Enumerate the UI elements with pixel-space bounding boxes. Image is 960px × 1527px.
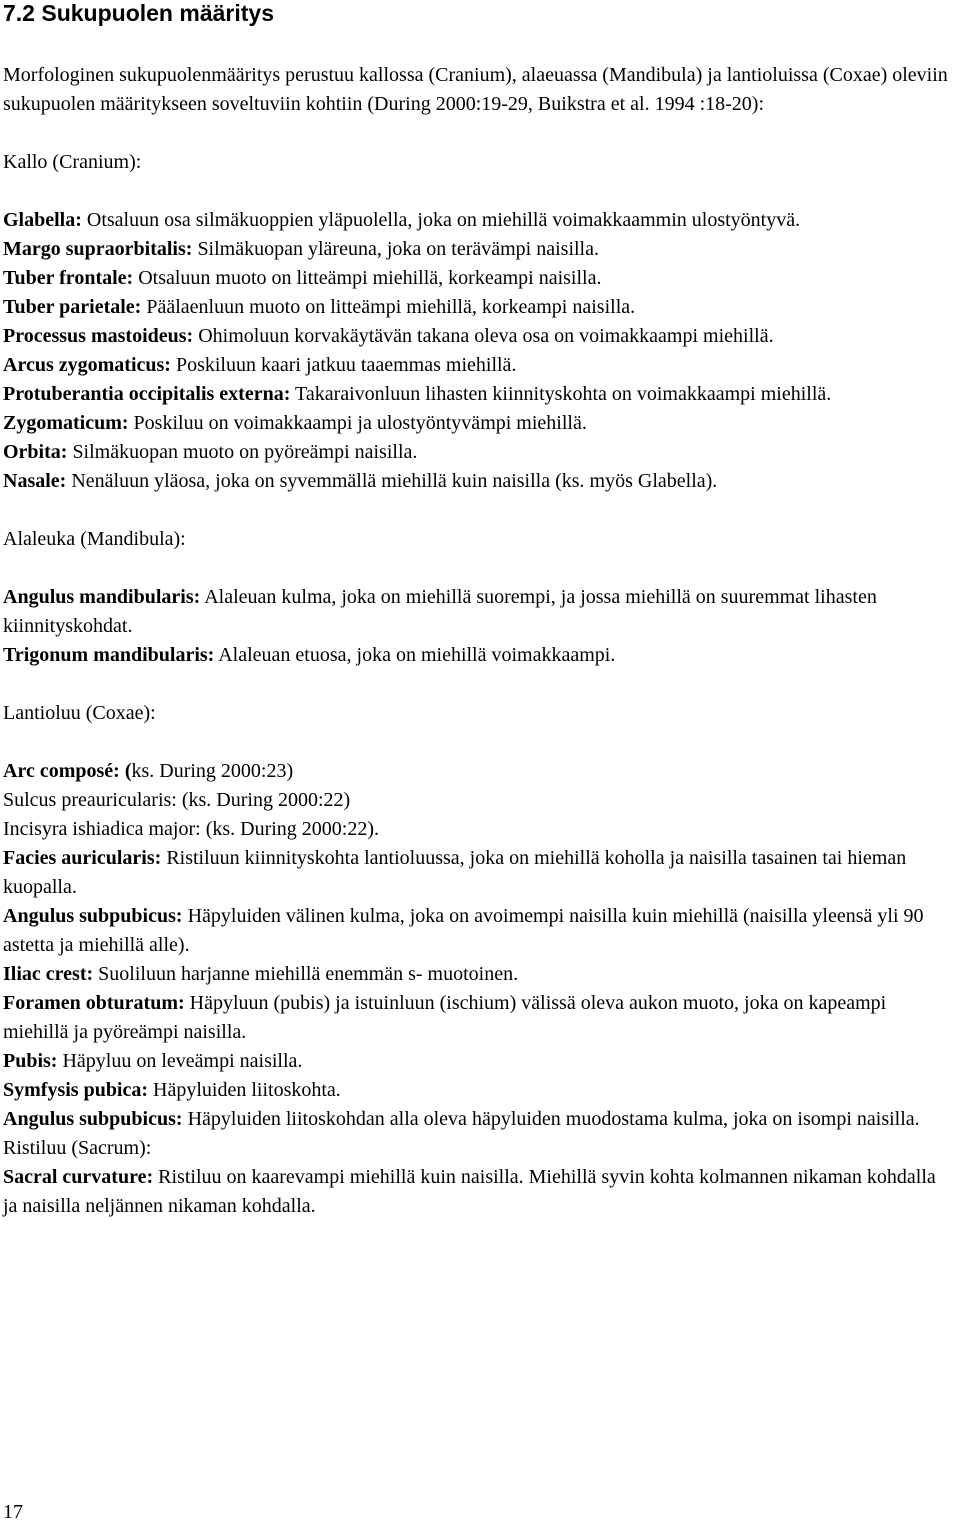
- entry: [3, 757, 953, 786]
- entry-term: Glabella:: [3, 209, 82, 231]
- entry: [3, 1134, 953, 1163]
- entry: [3, 380, 953, 409]
- spacer: [3, 554, 953, 583]
- section-title: 7.2 Sukupuolen määritys: [3, 0, 274, 26]
- entry: [3, 844, 953, 902]
- entry-text: Sulcus preauricularis: (ks. During 2000:22): [3, 789, 351, 811]
- spacer: [3, 27, 953, 61]
- entry-term: Angulus subpubicus:: [3, 1108, 183, 1130]
- entry-text: Suoliluun harjanne miehillä enemmän s- muotoinen.: [93, 963, 519, 985]
- mandibula-entries: [3, 583, 953, 670]
- entry-text: ks. During 2000:23): [131, 760, 294, 782]
- entry-text: Häpyluun (pubis) ja istuinluun (ischium) välissä oleva aukon muoto, joka on kapeampi miehillä ja pyöreämpi naisilla.: [3, 992, 887, 1043]
- entry-text: Takaraivonluun lihasten kiinnityskohta on voimakkaampi miehillä.: [290, 383, 832, 405]
- group-heading-cranium: Kallo (Cranium):: [3, 151, 142, 173]
- entry: [3, 815, 953, 844]
- coxae-entries: [3, 757, 953, 1221]
- entry-term: Iliac crest:: [3, 963, 94, 985]
- entry-term: Foramen obturatum:: [3, 992, 185, 1014]
- spacer: [3, 496, 953, 525]
- entry-term: Nasale:: [3, 470, 67, 492]
- spacer: [3, 119, 953, 148]
- entry-term: Protuberantia occipitalis externa:: [3, 383, 291, 405]
- entry: [3, 235, 953, 264]
- entry-term: Sacral curvature:: [3, 1166, 154, 1188]
- document-page: [3, 0, 953, 1221]
- entry: [3, 409, 953, 438]
- entry: [3, 1163, 953, 1221]
- spacer: [3, 728, 953, 757]
- entry-text: Päälaenluun muoto on litteämpi miehillä, korkeampi naisilla.: [141, 296, 636, 318]
- intro-paragraph: Morfologinen sukupuolenmääritys perustuu kallossa (Cranium), alaeuassa (Mandibula) ja lantioluissa (Coxae) oleviin sukupuolen määritykseen soveltuviin kohtiin (During 2000:19-29, Buikstra et al. 1994 :18-20):: [3, 64, 948, 115]
- entry: [3, 467, 953, 496]
- entry: [3, 583, 953, 641]
- entry: [3, 989, 953, 1047]
- entry-text: Poskiluun kaari jatkuu taaemmas miehillä.: [170, 354, 517, 376]
- entry-term: Angulus mandibularis:: [3, 586, 201, 608]
- group-heading-coxae: Lantioluu (Coxae):: [3, 702, 156, 724]
- entry-term: Symfysis pubica:: [3, 1079, 149, 1101]
- entry-text: Otsaluun osa silmäkuoppien yläpuolella, joka on miehillä voimakkaammin ulostyöntyvä.: [81, 209, 801, 231]
- entry-term: Zygomaticum:: [3, 412, 129, 434]
- entry-text: Alaleuan etuosa, joka on miehillä voimakkaampi.: [214, 644, 616, 666]
- entry-text: Ristiluu (Sacrum):: [3, 1137, 152, 1159]
- entry-text: Otsaluun muoto on litteämpi miehillä, korkeampi naisilla.: [133, 267, 602, 289]
- entry: [3, 641, 953, 670]
- entry-term: Margo supraorbitalis:: [3, 238, 193, 260]
- cranium-entries: [3, 206, 953, 496]
- entry: [3, 960, 953, 989]
- entry-text: Alaleuan kulma, joka on miehillä suorempi, ja jossa miehillä on suuremmat lihasten kiinnityskohdat.: [3, 586, 877, 637]
- entry-text: Häpyluiden liitoskohta.: [148, 1079, 341, 1101]
- entry: [3, 1105, 953, 1134]
- entry-text: Häpyluiden välinen kulma, joka on avoimempi naisilla kuin miehillä (naisilla yleensä yli 90 astetta ja miehillä alle).: [3, 905, 924, 956]
- entry-term: Arcus zygomaticus:: [3, 354, 171, 376]
- entry: [3, 206, 953, 235]
- entry-text: Incisyra ishiadica major: (ks. During 2000:22).: [3, 818, 380, 840]
- entry: [3, 293, 953, 322]
- entry-term: Facies auricularis:: [3, 847, 162, 869]
- entry-text: Ristiluun kiinnityskohta lantioluussa, joka on miehillä koholla ja naisilla tasainen tai hieman kuopalla.: [3, 847, 907, 898]
- entry-text: Nenäluun yläosa, joka on syvemmällä miehillä kuin naisilla (ks. myös Glabella).: [66, 470, 718, 492]
- spacer: [3, 177, 953, 206]
- entry-text: Ristiluu on kaarevampi miehillä kuin naisilla. Miehillä syvin kohta kolmannen nikaman kohdalla ja naisilla neljännen nikaman kohdalla.: [3, 1166, 936, 1217]
- entry: [3, 438, 953, 467]
- entry-term: Pubis:: [3, 1050, 58, 1072]
- entry-text: Ohimoluun korvakäytävän takana oleva osa on voimakkaampi miehillä.: [193, 325, 774, 347]
- entry: [3, 786, 953, 815]
- entry: [3, 1047, 953, 1076]
- page-number: 17: [3, 1501, 23, 1523]
- entry-text: Häpyluiden liitoskohdan alla oleva häpyluiden muodostama kulma, joka on isompi naisilla.: [182, 1108, 920, 1130]
- entry: [3, 322, 953, 351]
- entry-text: Häpyluu on leveämpi naisilla.: [57, 1050, 303, 1072]
- entry: [3, 351, 953, 380]
- entry-term: Processus mastoideus:: [3, 325, 194, 347]
- spacer: [3, 670, 953, 699]
- entry: [3, 902, 953, 960]
- entry-term: Angulus subpubicus:: [3, 905, 183, 927]
- entry-term: Arc composé: (: [3, 760, 132, 782]
- entry-term: Orbita:: [3, 441, 68, 463]
- entry-text: Silmäkuopan yläreuna, joka on terävämpi naisilla.: [192, 238, 599, 260]
- entry: [3, 264, 953, 293]
- entry-term: Tuber parietale:: [3, 296, 142, 318]
- entry: [3, 1076, 953, 1105]
- entry-text: Poskiluu on voimakkaampi ja ulostyöntyvämpi miehillä.: [128, 412, 587, 434]
- entry-term: Tuber frontale:: [3, 267, 134, 289]
- entry-text: Silmäkuopan muoto on pyöreämpi naisilla.: [67, 441, 418, 463]
- group-heading-mandibula: Alaleuka (Mandibula):: [3, 528, 186, 550]
- entry-term: Trigonum mandibularis:: [3, 644, 215, 666]
